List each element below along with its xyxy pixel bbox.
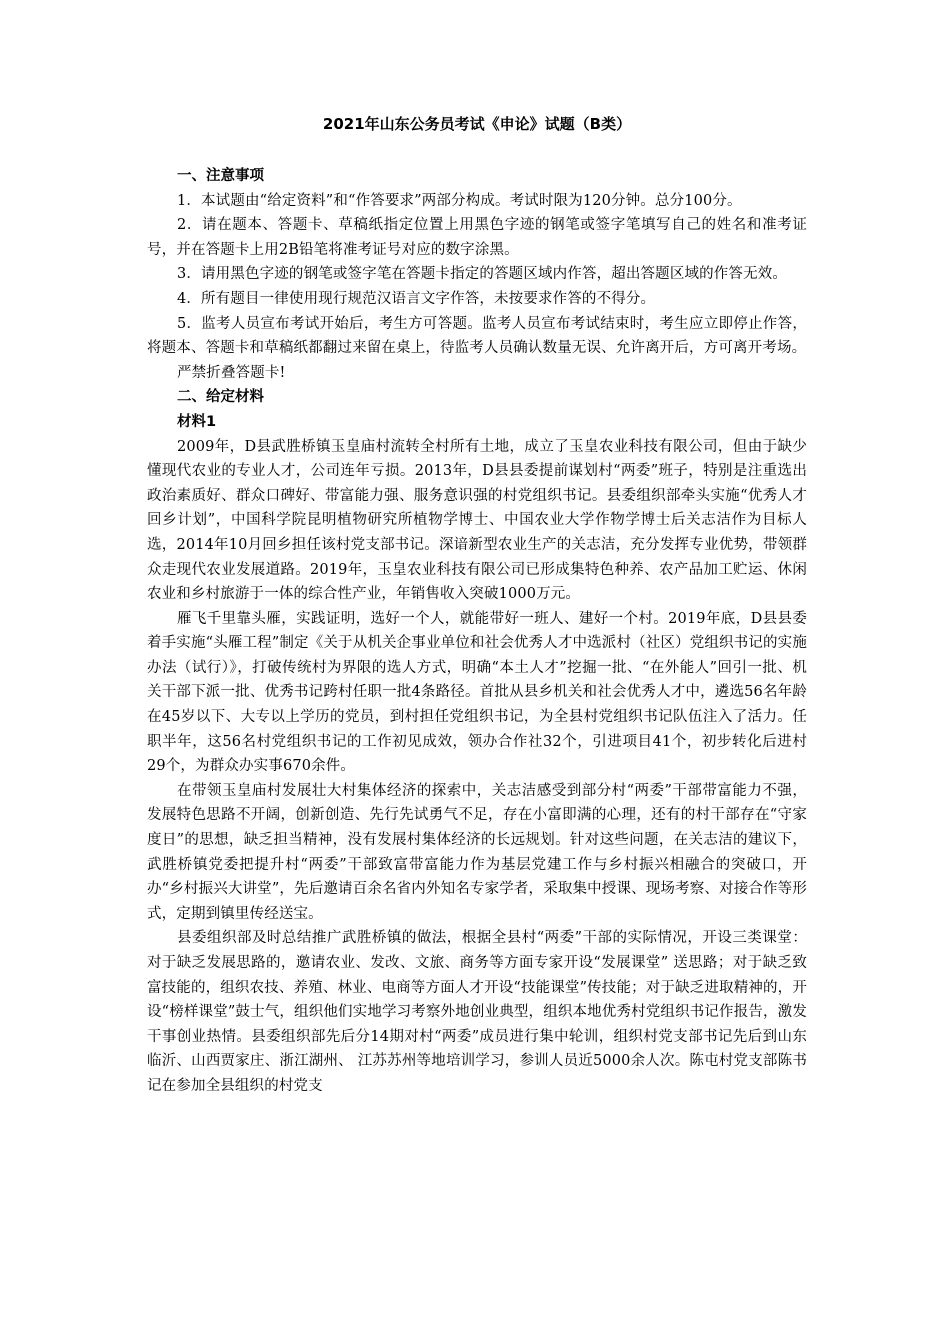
material-paragraph-4: 县委组织部及时总结推广武胜桥镇的做法，根据全县村“两委”干部的实际情况，开设三类课堂：对于缺乏发展思路的，邀请农业、发改、文旅、商务等方面专家开设“发展课堂” 送思路；对于缺乏致富技能的，组织农技、养殖、林业、电商等方面人才开设“技能课堂”传技能；对于缺乏进取精神的，开设“榜样课堂”鼓士气，组织他们实地学习考察外地创业典型，组织本地优秀村党组织书记作报告，激发干事创业热情。县委组织部先后分14期对村“两委”成员进行集中轮训，组织村党支部书记先后到山东临沂、山西贾家庄、浙江湖州、 江苏苏州等地培训学习，参训人员近5000余人次。陈屯村党支部陈书记在参加全县组织的村党支	[147, 930, 807, 1094]
note-item-3: 3．请用黑色字迹的钢笔或签字笔在答题卡指定的答题区域内作答，超出答题区域的作答无效。	[177, 266, 788, 283]
material-paragraph-3: 在带领玉皇庙村发展壮大村集体经济的探索中，关志洁感受到部分村“两委”干部带富能力不强，发展特色思路不开阔，创新创造、先行先试勇气不足，存在小富即满的心理，还有的村干部存在“守家度日”的思想，缺乏担当精神，没有发展村集体经济的长远规划。针对这些问题，在关志洁的建议下，武胜桥镇党委把提升村“两委”干部致富带富能力作为基层党建工作与乡村振兴相融合的突破口，开办“乡村振兴大讲堂”，先后邀请百余名省内外知名专家学者，采取集中授课、现场考察、对接合作等形式，定期到镇里传经送宝。	[147, 782, 807, 922]
material-paragraph-2: 雁飞千里靠头雁，实践证明，选好一个人，就能带好一班人、建好一个村。2019年底，D县县委着手实施“头雁工程”制定《关于从机关企事业单位和社会优秀人才中选派村（社区）党组织书记的实施办法（试行）》，打破传统村为界限的选人方式，明确“本土人才”挖掘一批、“在外能人”回引一批、机关干部下派一批、优秀书记跨村任职一批4条路径。首批从县乡机关和社会优秀人才中，遴选56名年龄在45岁以下、大专以上学历的党员，到村担任党组织书记，为全县村党组织书记队伍注入了活力。任职半年，这56名村党组织书记的工作初见成效，领办合作社32个，引进项目41个，初步转化后进村29个，为群众办实事670余件。	[147, 610, 807, 775]
document-title: 2021年山东公务员考试《申论》试题（B类）	[322, 115, 632, 133]
document-page	[147, 112, 807, 1099]
note-item-5: 5．监考人员宣布考试开始后，考生方可答题。监考人员宣布考试结束时，考生应立即停止作答，将题本、答题卡和草稿纸都翻过来留在桌上，待监考人员确认数量无误、允许离开后，方可离开考场。	[147, 315, 807, 357]
material-paragraph-1: 2009年，D县武胜桥镇玉皇庙村流转全村所有土地，成立了玉皇农业科技有限公司，但由于缺少懂现代农业的专业人才，公司连年亏损。2013年，D县县委提前谋划村“两委”班子，特别是注重选出政治素质好、群众口碑好、带富能力强、服务意识强的村党组织书记。县委组织部牵头实施“优秀人才回乡计划”，中国科学院昆明植物研究所植物学博士、中国农业大学作物学博士后关志洁作为目标人选，2014年10月回乡担任该村党支部书记。深谙新型农业生产的关志洁，充分发挥专业优势，带领群众走现代农业发展道路。2019年，玉皇农业科技有限公司已形成集特色种养、农产品加工贮运、休闲农业和乡村旅游于一体的综合性产业，年销售收入突破1000万元。	[147, 438, 807, 603]
warning-text: 严禁折叠答题卡!	[177, 364, 286, 381]
note-item-2: 2．请在题本、答题卡、草稿纸指定位置上用黑色字迹的钢笔或签字笔填写自己的姓名和准考证号，并在答题卡上用2B铅笔将准考证号对应的数字涂黑。	[147, 217, 807, 258]
section-heading-materials: 二、给定材料	[177, 389, 264, 406]
section-heading-notes: 一、注意事项	[177, 168, 264, 184]
material-heading: 材料1	[177, 413, 217, 430]
note-item-4: 4．所有题目一律使用现行规范汉语言文字作答，未按要求作答的不得分。	[177, 290, 656, 307]
note-item-1: 1．本试题由“给定资料”和“作答要求”两部分构成。考试时限为120分钟。总分100分。	[177, 192, 742, 209]
